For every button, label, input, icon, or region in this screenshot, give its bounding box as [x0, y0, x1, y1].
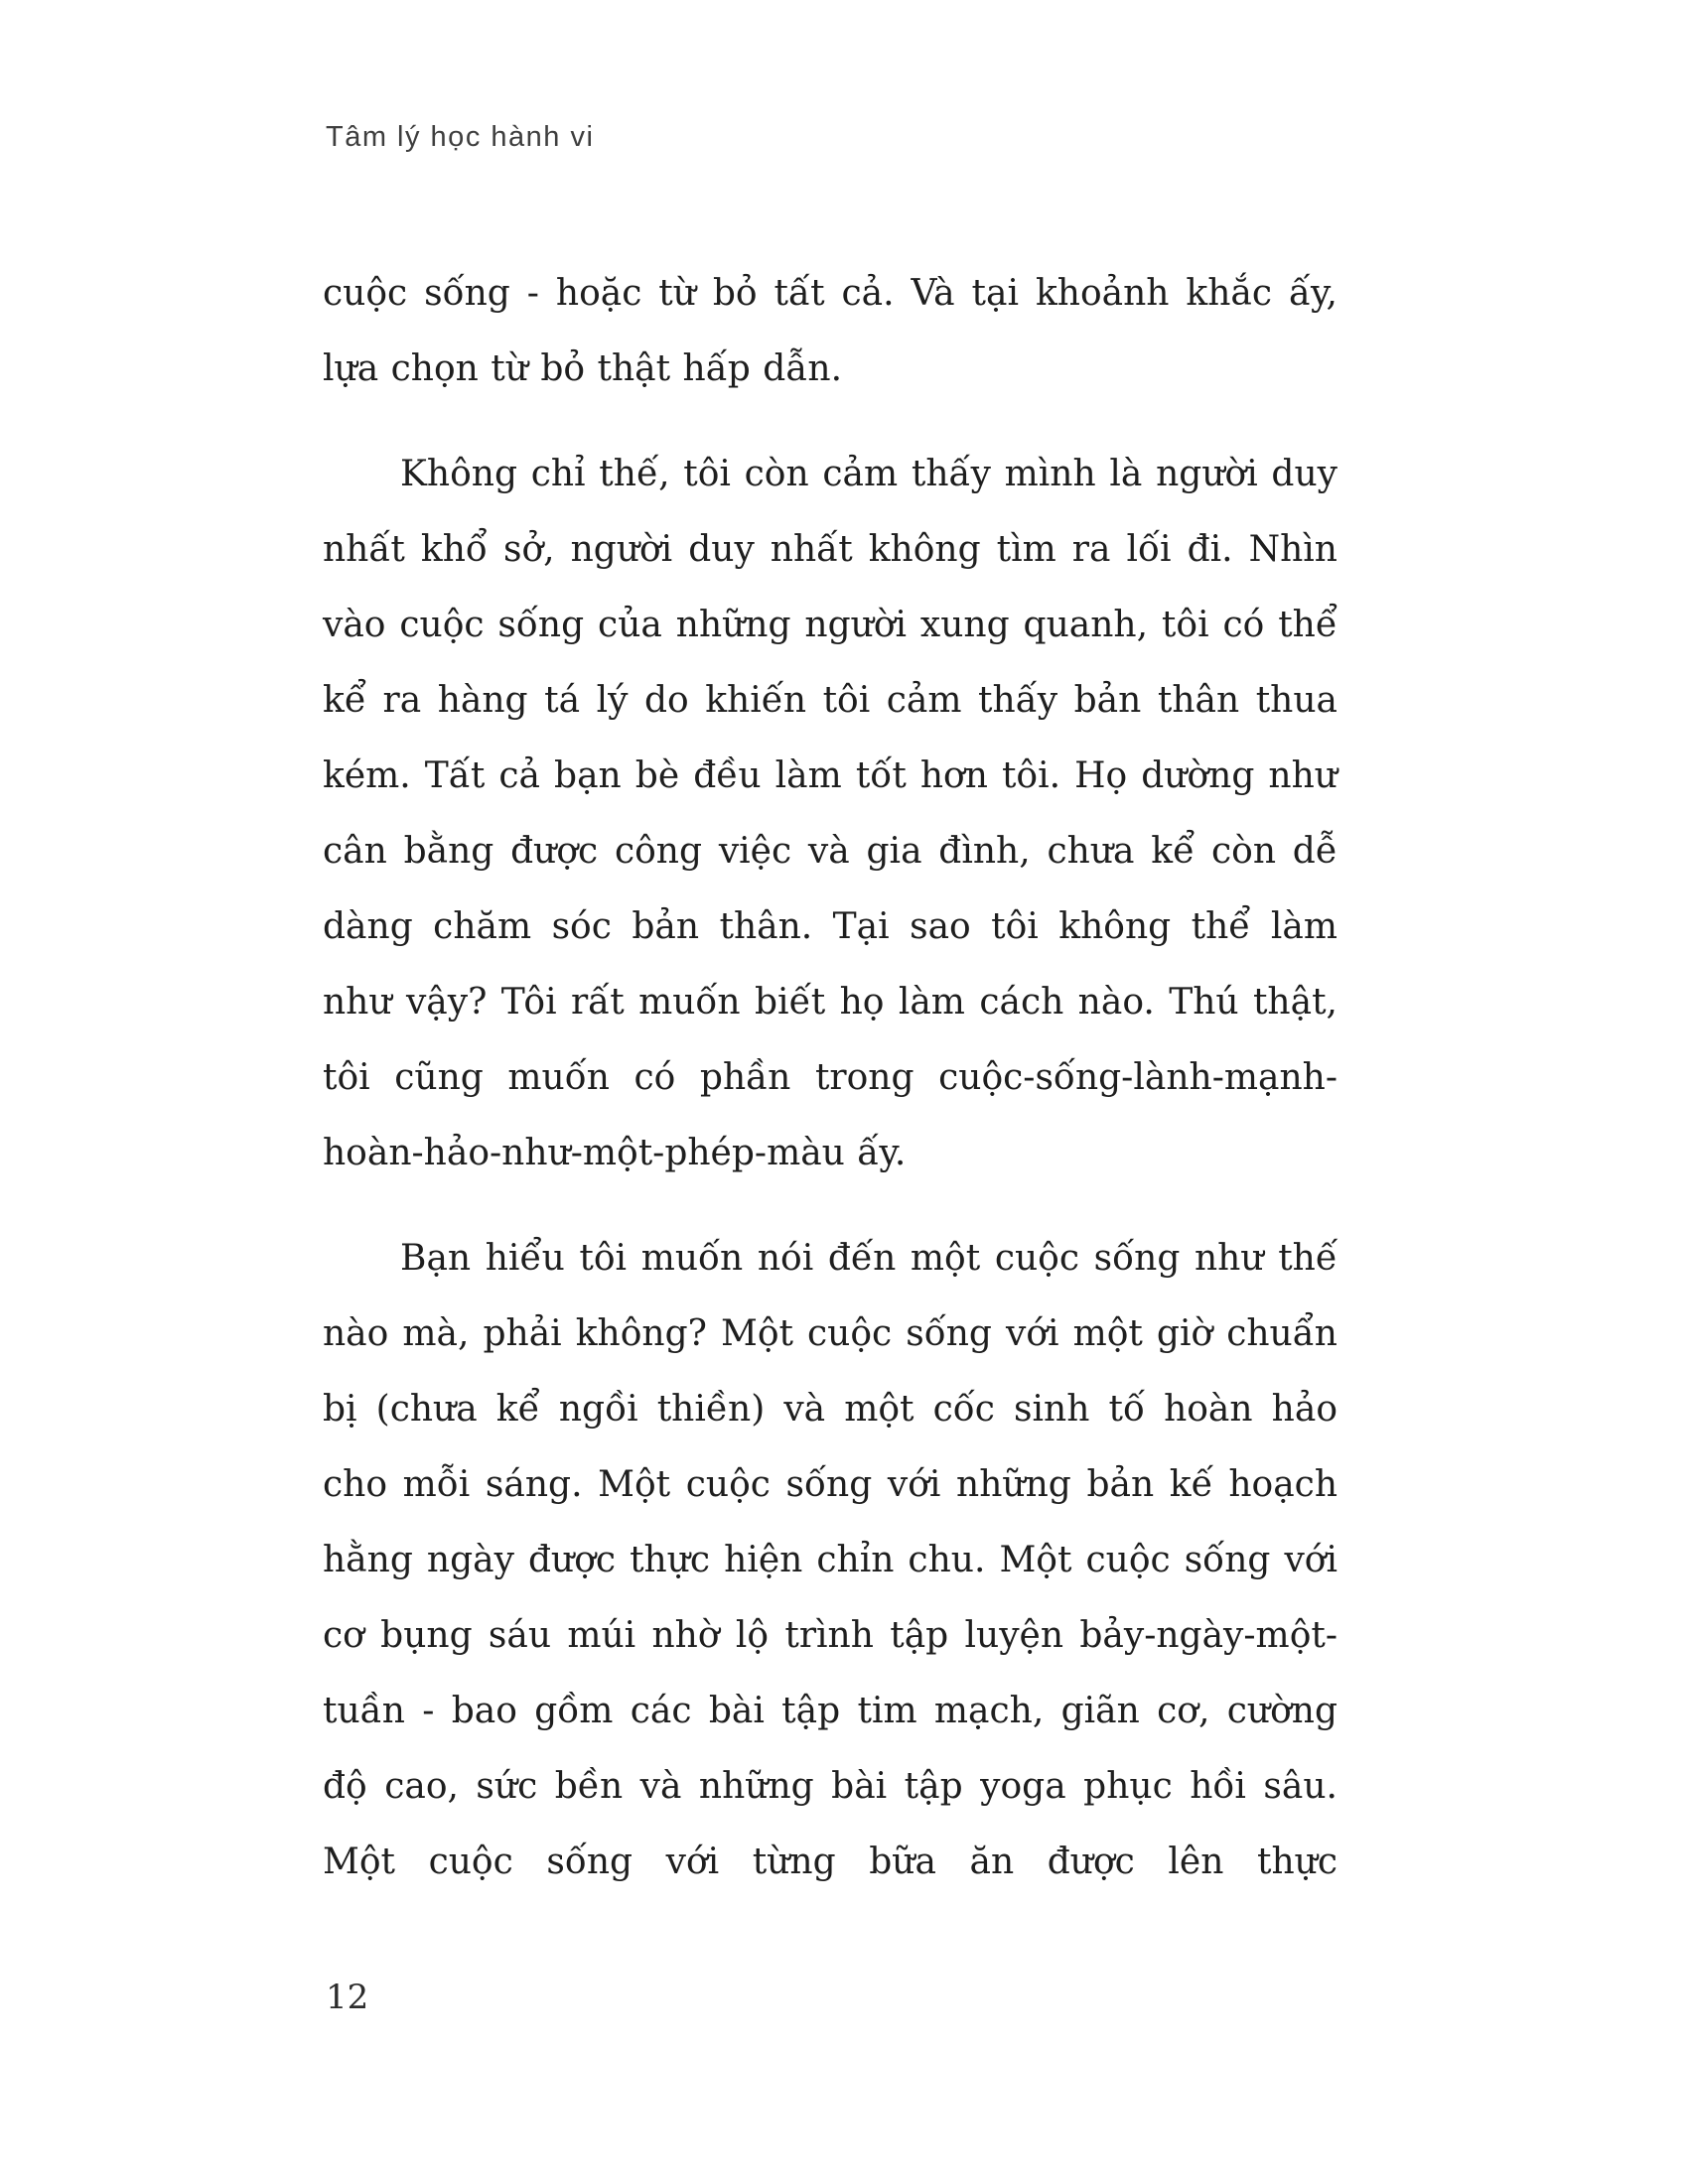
paragraph: Bạn hiểu tôi muốn nói đến một cuộc sống như thế nào mà, phải không? Một cuộc sống với một giờ chuẩn bị (chưa kể ngồi thiền) và một cốc sinh tố hoàn hảo cho mỗi sáng. Một cuộc sống với những bản kế hoạch hằng ngày được thực hiện chỉn chu. Một cuộc sống với cơ bụng sáu múi nhờ lộ trình tập luyện bảy-ngày-một-tuần - bao gồm các bài tập tim mạch, giãn cơ, cường độ cao, sức bền và những bài tập yoga phục hồi sâu. Một cuộc sống với từng bữa ăn được lên thực	[323, 1238, 1337, 1882]
paragraph-continuation: cuộc sống - hoặc từ bỏ tất cả. Và tại khoảnh khắc ấy, lựa chọn từ bỏ thật hấp dẫn.	[323, 273, 1337, 389]
page-body	[323, 256, 1337, 1930]
running-header-title: Tâm lý học hành vi	[326, 121, 595, 153]
paragraph: Không chỉ thế, tôi còn cảm thấy mình là người duy nhất khổ sở, người duy nhất không tìm ra lối đi. Nhìn vào cuộc sống của những người xung quanh, tôi có thể kể ra hàng tá lý do khiến tôi cảm thấy bản thân thua kém. Tất cả bạn bè đều làm tốt hơn tôi. Họ dường như cân bằng được công việc và gia đình, chưa kể còn dễ dàng chăm sóc bản thân. Tại sao tôi không thể làm như vậy? Tôi rất muốn biết họ làm cách nào. Thú thật, tôi cũng muốn có phần trong cuộc-sống-lành-mạnh-hoàn-hảo-như-một-phép-màu ấy.	[323, 454, 1337, 1173]
page-number: 12	[326, 1978, 369, 2017]
